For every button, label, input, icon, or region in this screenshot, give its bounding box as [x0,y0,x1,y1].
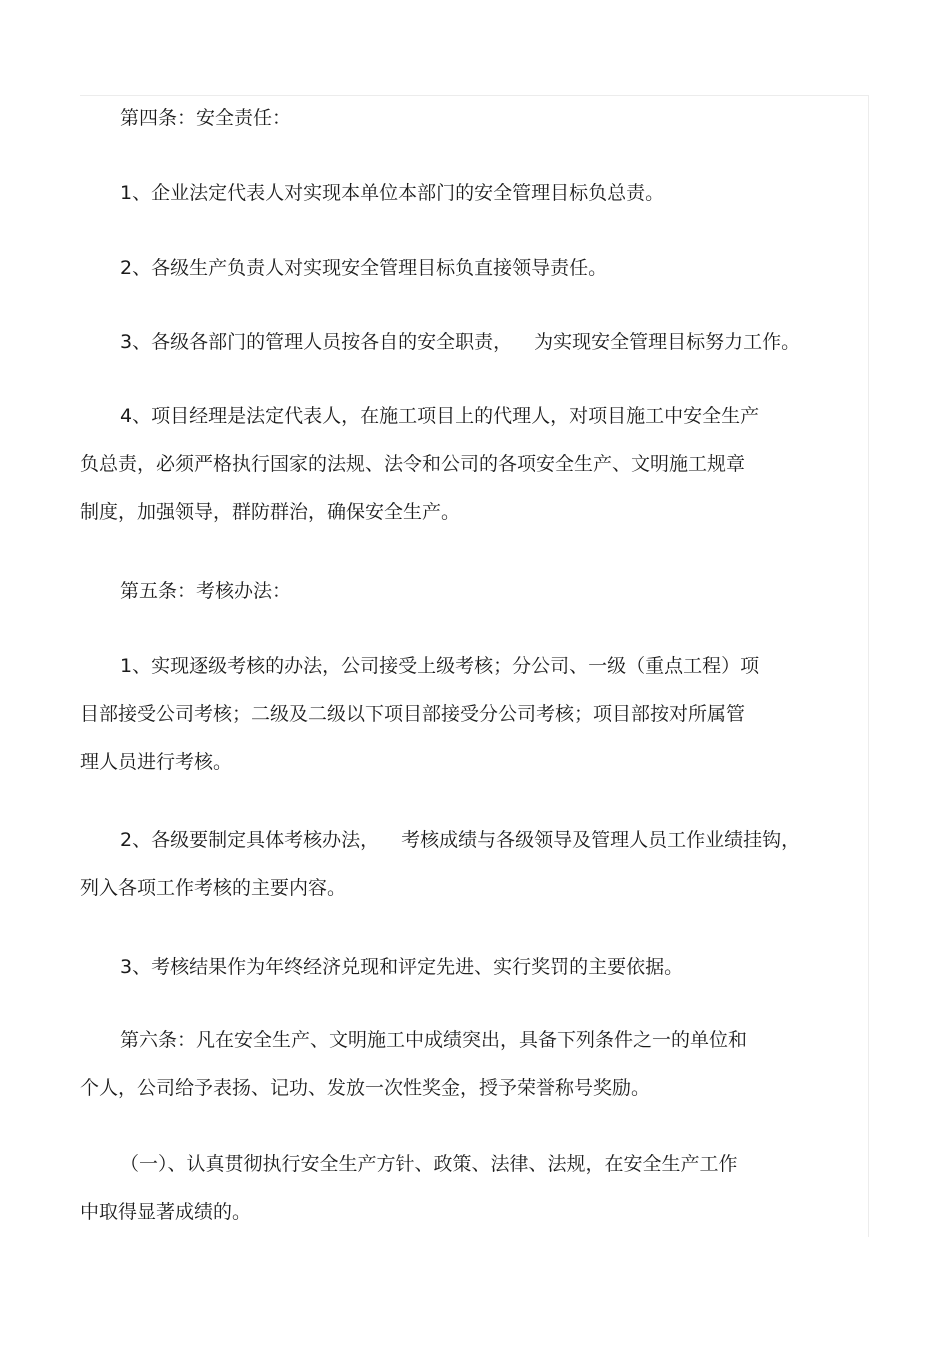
article-5-item-3: 3、考核结果作为年终经济兑现和评定先进、实行奖罚的主要依据。 [120,956,684,978]
article-6-subitem-1: （一）、认真贯彻执行安全生产方针、政策、法律、法规，在安全生产工作 中取得显著成绩的。 [80,1153,738,1223]
article-5-item-2: 2、各级要制定具体考核办法， 考核成绩与各级领导及管理人员工作业绩挂钩， 列入各项工作考核的主要内容。 [80,829,801,899]
article-6: 第六条：凡在安全生产、文明施工中成绩突出，具备下列条件之一的单位和 个人，公司给予表扬、记功、发放一次性奖金，授予荣誉称号奖励。 [80,1029,748,1099]
article-5-item-1: 1、实现逐级考核的办法，公司接受上级考核；分公司、一级（重点工程）项 目部接受公司考核；二级及二级以下项目部接受分公司考核；项目部按对所属管 理人员进行考核。 [80,655,760,773]
article-4-item-4: 4、项目经理是法定代表人，在施工项目上的代理人，对项目施工中安全生产 负总责，必须严格执行国家的法规、法令和公司的各项安全生产、文明施工规章 制度，加强领导，群防群治，确保安全生产。 [80,405,760,523]
article-4-item-1: 1、企业法定代表人对实现本单位本部门的安全管理目标负总责。 [120,182,665,204]
article-5-heading: 第五条：考核办法： [120,580,292,602]
article-4-item-3: 3、各级各部门的管理人员按各自的安全职责， 为实现安全管理目标努力工作。 [120,331,801,353]
article-4-item-2: 2、各级生产负责人对实现安全管理目标负直接领导责任。 [120,257,608,279]
article-4-heading: 第四条：安全责任： [120,107,292,129]
